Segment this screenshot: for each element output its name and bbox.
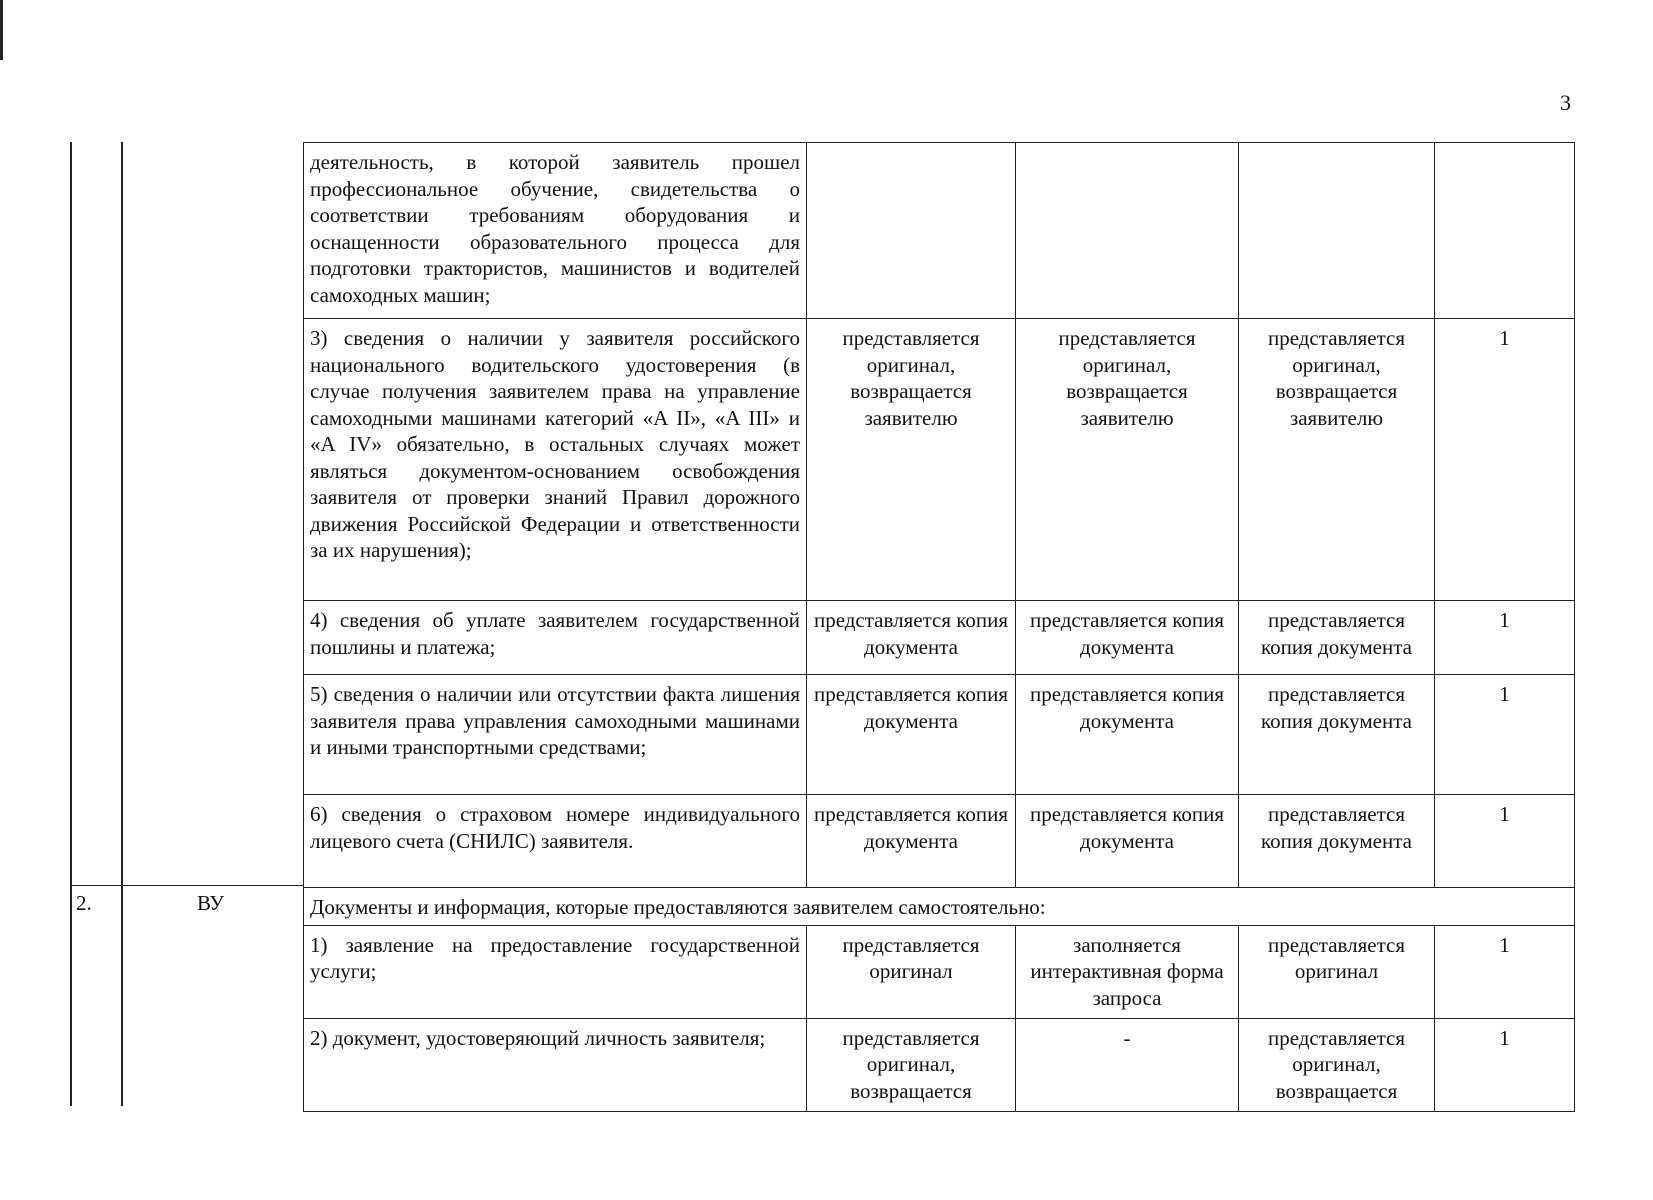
document-description: деятельность, в которой заявитель прошел профессиональное обучение, свидетельства о соответствии требованиям оборудования и оснащенности образовательного процесса для подготовки трактористов, машинистов и водителей самоходных машин;	[304, 143, 807, 319]
requirement-cell: представляется копия документа	[1239, 601, 1435, 675]
requirement-cell	[1239, 143, 1435, 319]
requirement-cell: представляется оригинал, возвращается	[1239, 1018, 1435, 1111]
document-description: 3) сведения о наличии у заявителя российского национального водительского удостоверения (в случае получения заявителем права на управление самоходными машинами категорий «A II», «A III» и «A IV» обязательно, в остальных случаях может являться документом-основанием освобождения заявителя от проверки знаний Правил дорожного движения Российской Федерации и ответственности за их нарушения);	[304, 319, 807, 601]
table-row	[304, 143, 1575, 319]
row-code: ВУ	[197, 891, 225, 915]
requirement-cell: представляется копия документа	[807, 795, 1016, 888]
quantity-cell: 1	[1435, 601, 1575, 675]
requirement-cell	[1016, 143, 1239, 319]
table-row	[304, 1018, 1575, 1111]
document-description: 5) сведения о наличии или отсутствии факта лишения заявителя права управления самоходными машинами и иными транспортными средствами;	[304, 675, 807, 795]
requirement-cell: представляется оригинал	[1239, 925, 1435, 1018]
document-description: 1) заявление на предоставление государственной услуги;	[304, 925, 807, 1018]
row-index: 2.	[76, 891, 92, 915]
requirement-cell: представляется копия документа	[807, 675, 1016, 795]
section-header-row	[304, 888, 1575, 926]
page-number: 3	[1560, 90, 1571, 115]
quantity-cell	[1435, 143, 1575, 319]
row2-top-border	[70, 885, 303, 886]
requirement-cell: представляется копия документа	[1016, 675, 1239, 795]
requirement-cell: представляется копия документа	[1016, 601, 1239, 675]
document-description: 6) сведения о страховом номере индивидуального лицевого счета (СНИЛС) заявителя.	[304, 795, 807, 888]
table-row	[304, 675, 1575, 795]
requirement-cell: представляется оригинал, возвращается заявителю	[807, 319, 1016, 601]
quantity-cell: 1	[1435, 675, 1575, 795]
documents-table	[303, 142, 1575, 1112]
table-row	[304, 795, 1575, 888]
table-row	[304, 601, 1575, 675]
requirement-cell: представляется оригинал	[807, 925, 1016, 1018]
quantity-cell: 1	[1435, 1018, 1575, 1111]
requirement-cell: представляется копия документа	[1016, 795, 1239, 888]
document-description: 4) сведения об уплате заявителем государственной пошлины и платежа;	[304, 601, 807, 675]
requirement-cell: представляется копия документа	[1239, 795, 1435, 888]
quantity-cell: 1	[1435, 925, 1575, 1018]
requirement-cell: заполняется интерактивная форма запроса	[1016, 925, 1239, 1018]
requirement-cell: представляется оригинал, возвращается заявителю	[1239, 319, 1435, 601]
quantity-cell: 1	[1435, 795, 1575, 888]
column-divider-line	[121, 142, 123, 1106]
section-header: Документы и информация, которые предоставляются заявителем самостоятельно:	[304, 888, 1575, 926]
requirement-cell: представляется оригинал, возвращается	[807, 1018, 1016, 1111]
requirement-cell: представляется копия документа	[807, 601, 1016, 675]
quantity-cell: 1	[1435, 319, 1575, 601]
requirement-cell: представляется копия документа	[1239, 675, 1435, 795]
table-row	[304, 319, 1575, 601]
document-description: 2) документ, удостоверяющий личность заявителя;	[304, 1018, 807, 1111]
requirement-cell	[807, 143, 1016, 319]
scan-edge-mark	[0, 0, 3, 60]
left-border-line	[70, 142, 72, 1106]
table-row	[304, 925, 1575, 1018]
requirement-cell: представляется оригинал, возвращается заявителю	[1016, 319, 1239, 601]
requirement-cell: -	[1016, 1018, 1239, 1111]
